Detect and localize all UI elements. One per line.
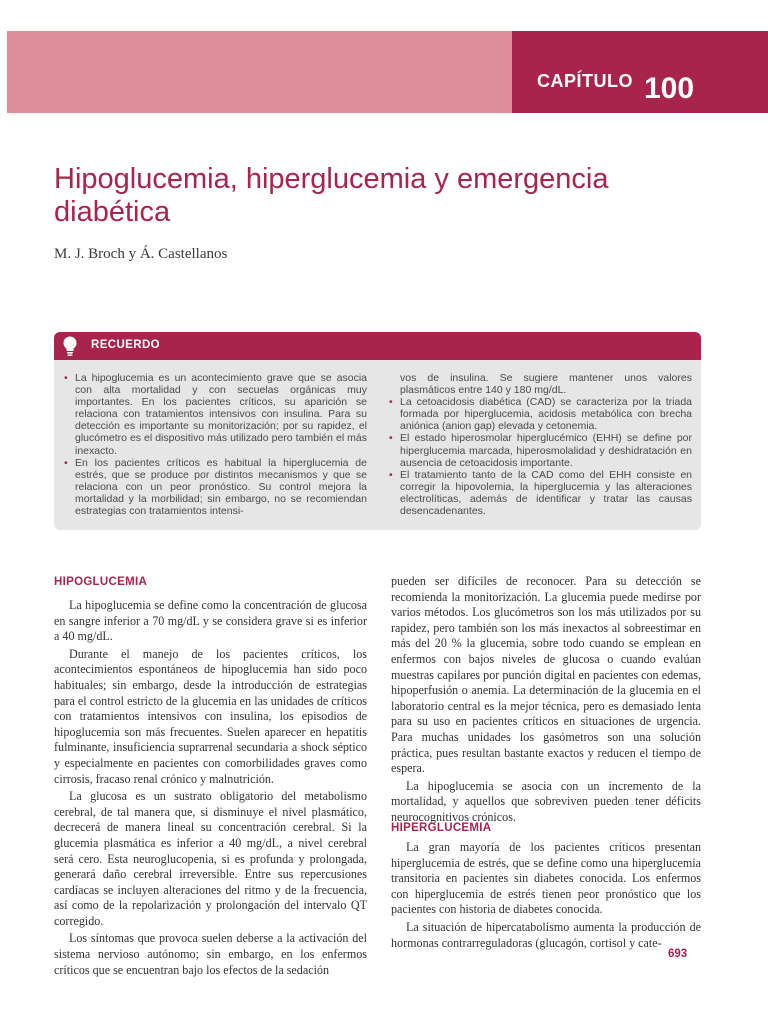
recuerdo-item: • En los pacientes críticos es habitual la hiperglucemia de estrés, que se produce por distintos mecanismos y que se relaciona con un peor pronóstico. Su control mejora la mortalidad y la morbilidad; sin embargo, no se recomiendan estrategias con tratamientos intensi- <box>64 456 367 518</box>
recuerdo-left-list <box>64 372 367 517</box>
paragraph: La hipoglucemia se asocia con un incremento de la mortalidad, y aquellos que sobreviven pueden tener déficits neurocognitivos crónicos. <box>391 778 701 824</box>
recuerdo-header <box>54 332 701 360</box>
paragraph: pueden ser difíciles de reconocer. Para su detección se recomienda la monitorización. La glucemia puede medirse por varios métodos. Los glucómetros son los más utilizados por su rapidez, pero también son los más inexactos al sobreestimar en más del 20 % la glucemia, sobre todo cuando se emplean en enfermos con bajos niveles de glucosa o cuando evalúan muestras capilares por punción digital en pacientes con edemas, hipoperfusión o anemia. La determinación de la glucemia en el laboratorio central es la mejor técnica, pero es demasiado lenta para su uso en pacientes críticos en situaciones de urgencia. Para muchas unidades los gasómetros son una solución práctica, pues resultan bastante exactos y reducen el tiempo de espera. <box>391 574 701 776</box>
recuerdo-item: • La hipoglucemia es un acontecimiento grave que se asocia con alta mortalidad y con secuelas orgánicas muy importantes. En los pacientes críticos, su aparición se relaciona con tratamientos intensivos con insulina. Para su detección es importante su monitorización; por su rapidez, el glucómetro es el dispositivo más utilizado pero también el más inexacto. <box>64 372 367 457</box>
paragraph: Los síntomas que provoca suelen deberse a la activación del sistema nervioso autónomo; sin embargo, en los enfermos críticos que se encuentran bajo los efectos de la sedación <box>54 931 367 977</box>
bullet-icon: • <box>64 372 68 384</box>
section-heading-hipoglucemia: HIPOGLUCEMIA <box>54 576 148 588</box>
chapter-title: Hipoglucemia, hiperglucemia y emergencia diabética <box>54 163 609 228</box>
bullet-icon: • <box>64 456 68 469</box>
paragraph: La glucosa es un sustrato obligatorio del metabolismo cerebral, de tal manera que, si disminuye el nivel plasmático, decrecerá de manera lineal su concentración cerebral. Si la glucemia plasmática es inferior a 40 mg/dL, a nivel cerebral será cero. Esta neuroglucopenia, si es profunda y prolongada, generará daño cerebral irreversible. Entre sus repercusiones cardíacas se incluyen alteraciones del ritmo y de la frecuencia, así como de la repolarización y prolongación del intervalo QT corregido. <box>54 789 367 928</box>
chapter-number: 100 <box>644 72 695 105</box>
left-text-column <box>54 598 367 978</box>
lightbulb-icon <box>61 335 79 357</box>
bullet-icon: • <box>389 396 393 409</box>
recuerdo-right-list <box>389 372 692 517</box>
paragraph: La situación de hipercatabolismo aumenta la producción de hormonas contrarreguladoras (glucagón, cortisol y cate- <box>391 919 701 950</box>
chapter-header-band <box>7 31 512 113</box>
right-text-column-top <box>391 574 701 826</box>
recuerdo-item-continuation: vos de insulina. Se sugiere mantener unos valores plasmáticos entre 140 y 180 mg/dL. <box>400 372 692 397</box>
recuerdo-title: RECUERDO <box>91 339 161 351</box>
recuerdo-box <box>54 332 701 530</box>
chapter-label: CAPÍTULO <box>537 71 633 91</box>
paragraph: La hipoglucemia se define como la concentración de glucosa en sangre inferior a 70 mg/dL y se considera grave si es inferior a 40 mg/dL. <box>54 598 367 644</box>
bullet-icon: • <box>389 468 393 481</box>
recuerdo-item: • La cetoacidosis diabética (CAD) se caracteriza por la triada formada por hiperglucemia, acidosis metabólica con brecha aniónica (anion gap) elevada y cetonemia. <box>389 396 692 433</box>
page-number: 693 <box>668 948 688 960</box>
authors: M. J. Broch y Á. Castellanos <box>54 246 228 262</box>
right-text-column-bottom <box>391 840 701 951</box>
recuerdo-item: • El tratamiento tanto de la CAD como del EHH consiste en corregir la hipovolemia, la hiperglucemia y las alteraciones electrolíticas, además de identificar y tratar las causas desencadenantes. <box>389 468 692 518</box>
section-heading-hiperglucemia: HIPERGLUCEMIA <box>391 822 492 834</box>
bullet-icon: • <box>389 432 393 445</box>
paragraph: La gran mayoría de los pacientes críticos presentan hiperglucemia de estrés, que se define como una hiperglucemia transitoria en pacientes sin diabetes conocida. Los enfermos con hiperglucemia de estrés tienen peor pronóstico que los pacientes con historia de diabetes conocida. <box>391 840 701 917</box>
recuerdo-item: • El estado hiperosmolar hiperglucémico (EHH) se define por hiperglucemia marcada, hiperosmolalidad y deshidratación en ausencia de cetoacidosis importante. <box>389 432 692 469</box>
paragraph: Durante el manejo de los pacientes críticos, los acontecimientos espontáneos de hipoglucemia han sido poco habituales; sin embargo, desde la introducción de estrategias para el control estricto de la glucemia en las unidades de críticos con tratamientos intensivos con insulina, los episodios de hipoglucemia son más frecuentes. Suelen aparecer en hepatitis fulminante, insuficiencia suprarrenal secundaria a shock séptico y especialmente en pacientes con comorbilidades graves como cirrosis, fracaso renal crónico y malnutrición. <box>54 646 367 786</box>
